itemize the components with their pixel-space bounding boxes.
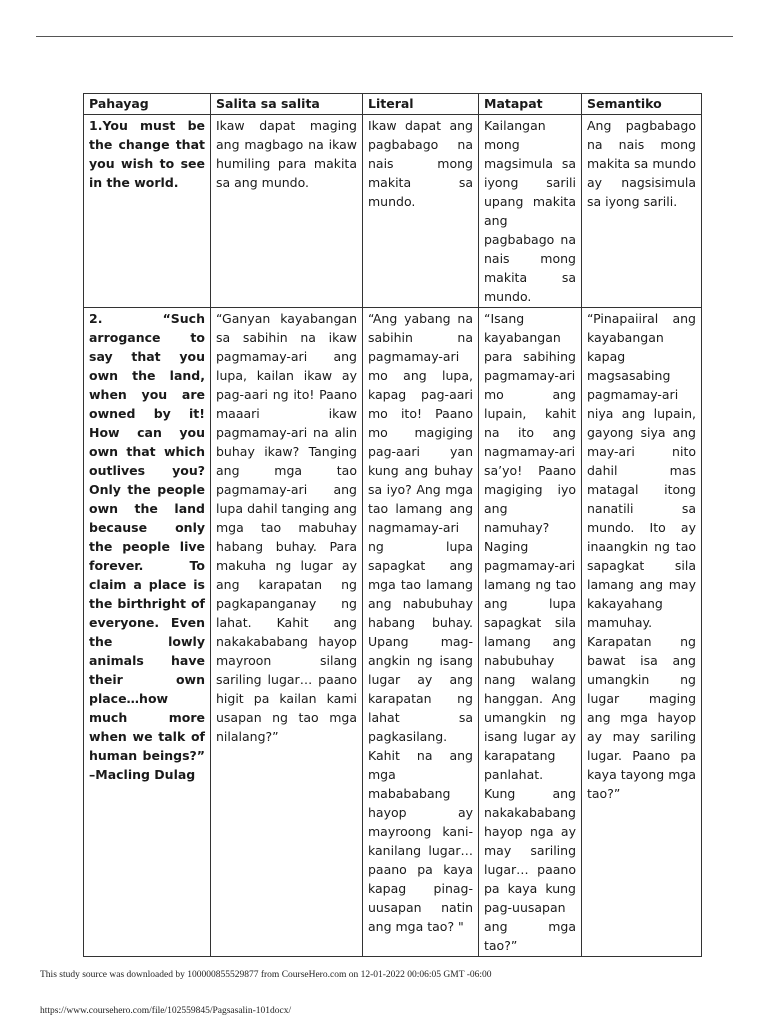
- header-semantiko: Semantiko: [582, 94, 702, 115]
- header-matapat: Matapat: [479, 94, 582, 115]
- header-salita-sa-salita: Salita sa salita: [211, 94, 363, 115]
- table-row: [84, 115, 702, 308]
- cell-literal: Ikaw dapat ang pagbabago na nais mong makita sa mundo.: [363, 115, 479, 308]
- cell-matapat: Kailangan mong magsimula sa iyong sarili upang makita ang pagbabago na nais mong makita sa mundo.: [479, 115, 582, 308]
- cell-semantiko: “Pinapaiiral ang kayabangan kapag magsasabing pagmamay-ari niya ang lupain, gayong siya ang may-ari nito dahil mas matagal itong nanatili sa mundo. Ito ay inaangkin ng tao sapagkat sila lamang ang may kakayahang mamuhay. Karapatan ng bawat isa ang umangkin ng lugar maging ang mga hayop ay may sariling lugar. Paano pa kaya tayong mga tao?”: [582, 308, 702, 957]
- source-url-link[interactable]: https://www.coursehero.com/file/102559845/Pagsasalin-101docx/: [40, 1006, 292, 1016]
- cell-salita-sa-salita: “Ganyan kayabangan sa sabihin na ikaw pagmamay-ari ang lupa, kailan ikaw ay pag-aari ng ito! Paano maaari ikaw pagmamay-ari na alin buhay ikaw? Tanging ang mga tao pagmamay-ari ang lupa dahil tanging ang mga tao mabuhay habang buhay. Para makuha ng lugar ay ang karapatan ng pagkapanganay ng lahat. Kahit ang nakakababang hayop mayroon silang sariling lugar… paano higit pa kailan kami usapan ng tao mga nilalang?”: [211, 308, 363, 957]
- cell-literal: “Ang yabang na sabihin na pagmamay-ari mo ang lupa, kapag pag-aari mo ito! Paano mo magiging pag-aari yan kung ang buhay sa iyo? Ang mga tao lamang ang nagmamay-ari ng lupa sapagkat ang mga tao lamang ang nabubuhay habang buhay. Upang mag-angkin ng isang lugar ay ang karapatan ng lahat sa pagkasilang. Kahit na ang mga mabababang hayop ay mayroong kani-kanilang lugar… paano pa kaya kapag pinag-uusapan natin ang mga tao? ": [363, 308, 479, 957]
- header-pahayag: Pahayag: [84, 94, 211, 115]
- table-row: [84, 308, 702, 957]
- header-literal: Literal: [363, 94, 479, 115]
- cell-matapat: “Isang kayabangan para sabihing pagmamay-ari mo ang lupain, kahit na ito ang nagmamay-ari sa’yo! Paano magiging iyo ang namuhay? Naging pagmamay-ari lamang ng tao ang lupa sapagkat sila lamang ang nabubuhay nang walang hanggan. Ang umangkin ng isang lugar ay karapatang panlahat. Kung ang nakakababang hayop nga ay may sariling lugar… paano pa kaya kung pag-uusapan ang mga tao?”: [479, 308, 582, 957]
- cell-semantiko: Ang pagbabago na nais mong makita sa mundo ay nagsisimula sa iyong sarili.: [582, 115, 702, 308]
- cell-salita-sa-salita: Ikaw dapat maging ang magbago na ikaw humiling para makita sa ang mundo.: [211, 115, 363, 308]
- cell-pahayag: 1.You must be the change that you wish to see in the world.: [84, 115, 211, 308]
- table-header-row: [84, 94, 702, 115]
- translation-table: [83, 93, 702, 957]
- top-divider-line: [36, 36, 733, 37]
- cell-pahayag: 2. “Such arrogance to say that you own the land, when you are owned by it! How can you own that which outlives you? Only the people own the land because only the people live forever. To claim a place is the birthright of everyone. Even the lowly animals have their own place…how much more when we talk of human beings?” –Macling Dulag: [84, 308, 211, 957]
- download-source-note: This study source was downloaded by 100000855529877 from CourseHero.com on 12-01-2022 00:06:05 GMT -06:00: [40, 970, 492, 980]
